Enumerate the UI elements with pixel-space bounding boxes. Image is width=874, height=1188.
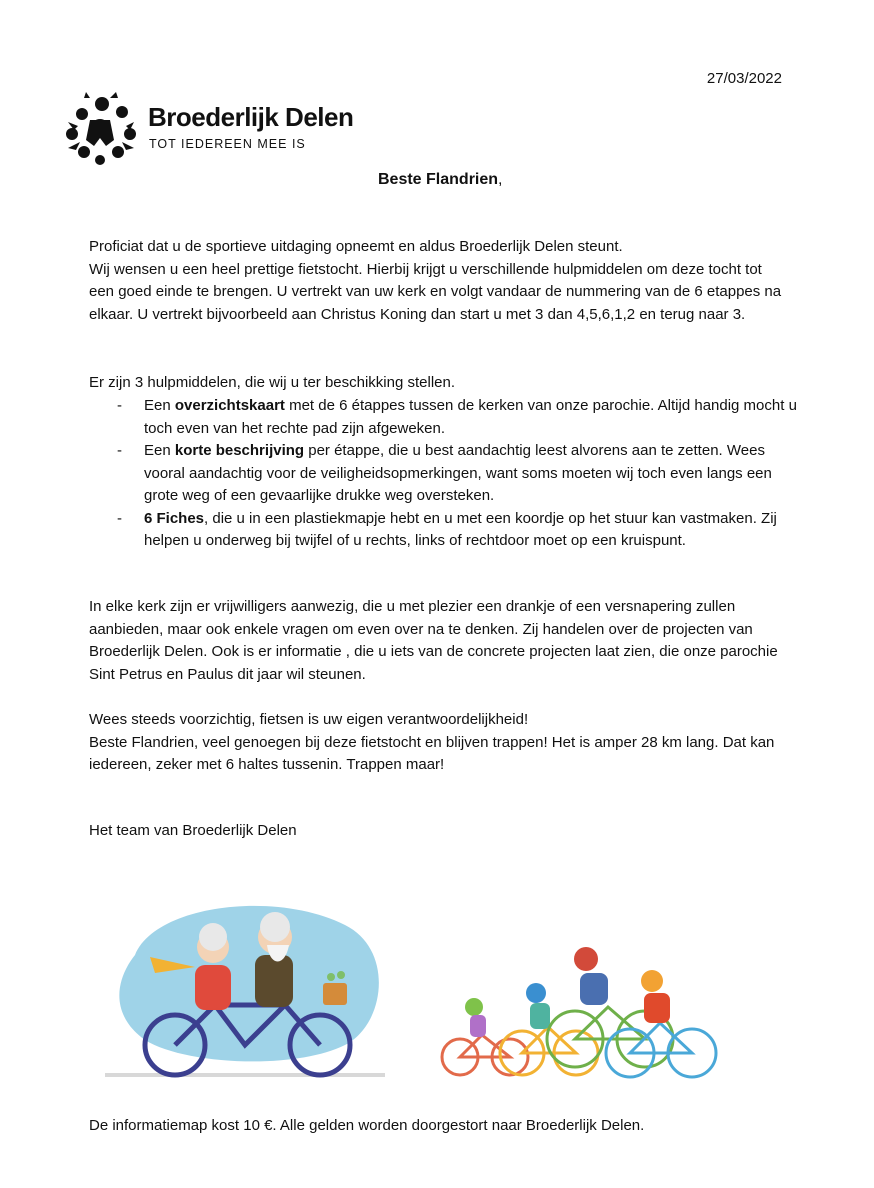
list-dash: - bbox=[117, 397, 122, 414]
greeting-name: Beste Flandrien bbox=[378, 171, 499, 188]
aids-list bbox=[117, 395, 797, 553]
safety-rest: Beste Flandrien, veel genoegen bij deze fietstocht en blijven trappen! Het is amper 28 km lang. Dat kan iedereen, zeker met 6 haltes tussenin. Trappen maar! bbox=[89, 733, 775, 773]
list-item-bold: 6 Fiches bbox=[144, 509, 205, 527]
list-item bbox=[117, 440, 797, 508]
greeting-punct: , bbox=[498, 171, 503, 188]
list-item-bold: korte beschrijving bbox=[174, 442, 305, 459]
footer-note: De informatiemap kost 10 €. Alle gelden worden doorgestort naar Broederlijk Delen. bbox=[89, 1117, 645, 1134]
logo-brand-name: Broederlijk Delen bbox=[148, 102, 354, 132]
list-item bbox=[117, 508, 797, 553]
broederlijk-delen-logo bbox=[60, 90, 354, 170]
list-item-prefix: Een bbox=[144, 442, 175, 459]
list-dash: - bbox=[117, 442, 122, 459]
intro-paragraph bbox=[89, 236, 789, 326]
logo-figures-icon bbox=[60, 90, 145, 170]
list-item bbox=[117, 395, 797, 440]
aids-intro: Er zijn 3 hulpmiddelen, die wij u ter beschikking stellen. bbox=[89, 374, 456, 391]
volunteers-paragraph: In elke kerk zijn er vrijwilligers aanwezig, die u met plezier een drankje of een versnapering zullen aanbieden, maar ook enkele vragen om even over na te denken. Zij handelen over de projecten van Broederlijk Delen. Ook is er informatie , die u iets van de concrete projecten laat zien, die onze parochie Sint Petrus en Paulus dit jaar wil steunen. bbox=[89, 598, 778, 683]
signature: Het team van Broederlijk Delen bbox=[89, 822, 297, 839]
list-item-rest: per étappe, die u best aandachtig leest alvorens aan te zetten. Wees vooral aandachtig voor de veiligheidsopmerkingen, want soms moeten wij toch even langs een grote weg of een gevaarlijke drukke weg oversteken. bbox=[144, 442, 772, 504]
list-item-prefix: Een bbox=[144, 397, 175, 414]
safety-paragraph bbox=[89, 709, 789, 777]
list-item-rest: , die u in een plastiekmapje hebt en u met een koordje op het stuur kan vastmaken. Zij helpen u onderweg bij twijfel of u rechts, links of rechtdoor moet op een kruispunt. bbox=[144, 509, 777, 549]
safety-line-1: Wees steeds voorzichtig, fietsen is uw eigen verantwoordelijkheid! bbox=[89, 711, 529, 728]
greeting bbox=[378, 171, 502, 189]
intro-line-1: Proficiat dat u de sportieve uitdaging opneemt en aldus Broederlijk Delen steunt. bbox=[89, 238, 623, 255]
logo-tagline: TOT IEDEREEN MEE IS bbox=[149, 137, 306, 151]
family-cyclists-illustration bbox=[430, 935, 730, 1085]
list-item-bold: overzichtskaart bbox=[174, 397, 285, 414]
list-item-rest: met de 6 étappes tussen de kerken van onze parochie. Altijd handig mocht u toch even van het rechte pad zijn afgeweken. bbox=[144, 397, 797, 437]
intro-rest: Wij wensen u een heel prettige fietstocht. Hierbij krijgt u verschillende hulpmiddelen om deze tocht tot een goed einde te brengen. U vertrekt van uw kerk en volgt vandaar de nummering van de 6 etappes na elkaar. U vertrekt bijvoorbeeld aan Christus Koning dan start u met 3 dan 4,5,6,1,2 en terug naar 3. bbox=[89, 260, 782, 323]
document-date: 27/03/2022 bbox=[706, 70, 782, 87]
tandem-bike-illustration bbox=[95, 895, 395, 1085]
list-dash: - bbox=[117, 509, 122, 527]
